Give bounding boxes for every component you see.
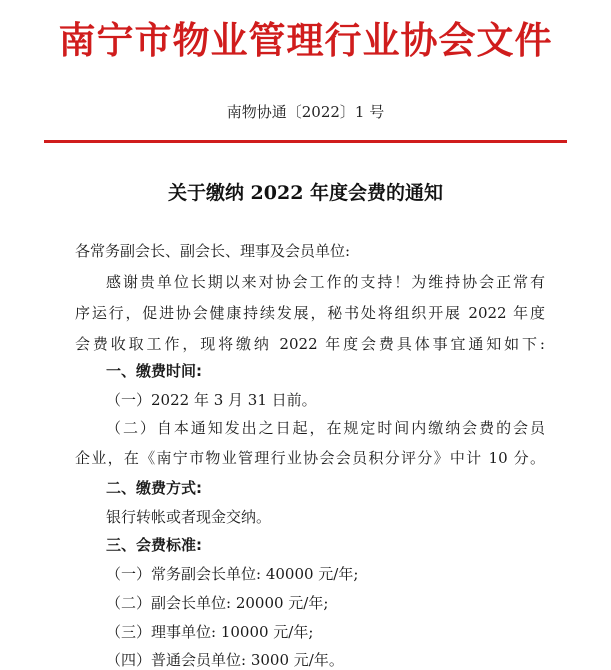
payment-time-item-2-line-1: （二）自本通知发出之日起，在规定时间内缴纳会费的会员	[106, 419, 545, 437]
fee-standard-item: （三）理事单位: 10000 元/年;	[106, 623, 314, 641]
notice-title: 关于缴纳 2022 年度会费的通知	[167, 182, 444, 204]
payment-time-item-2-line-2: 企业，在《南宁市物业管理行业协会会员积分评分》中计 10 分。	[75, 449, 545, 467]
salutation: 各常务副会长、副会长、理事及会员单位:	[75, 242, 351, 260]
intro-line-2: 序运行，促进协会健康持续发展，秘书处将组织开展 2022 年度	[75, 304, 545, 322]
intro-line-1: 感谢贵单位长期以来对协会工作的支持！为维持协会正常有	[106, 273, 545, 291]
fee-standard-item: （四）普通会员单位: 3000 元/年。	[106, 651, 344, 669]
section-heading-payment-time: 一、缴费时间:	[106, 362, 202, 380]
section-heading-fee-standard: 三、会费标准:	[106, 536, 202, 554]
document-number: 南物协通〔2022〕1 号	[226, 103, 385, 121]
payment-time-item-1: （一）2022 年 3 月 31 日前。	[106, 391, 317, 409]
fee-standard-item: （二）副会长单位: 20000 元/年;	[106, 594, 329, 612]
header-divider	[44, 140, 567, 143]
fee-standard-item: （一）常务副会长单位: 40000 元/年;	[106, 565, 359, 583]
intro-line-3: 会费收取工作，现将缴纳 2022 年度会费具体事宜通知如下:	[75, 335, 545, 353]
section-heading-payment-method: 二、缴费方式:	[106, 479, 202, 497]
payment-method-body: 银行转帐或者现金交纳。	[106, 508, 272, 526]
issuer-title: 南宁市物业管理行业协会文件	[58, 18, 553, 62]
